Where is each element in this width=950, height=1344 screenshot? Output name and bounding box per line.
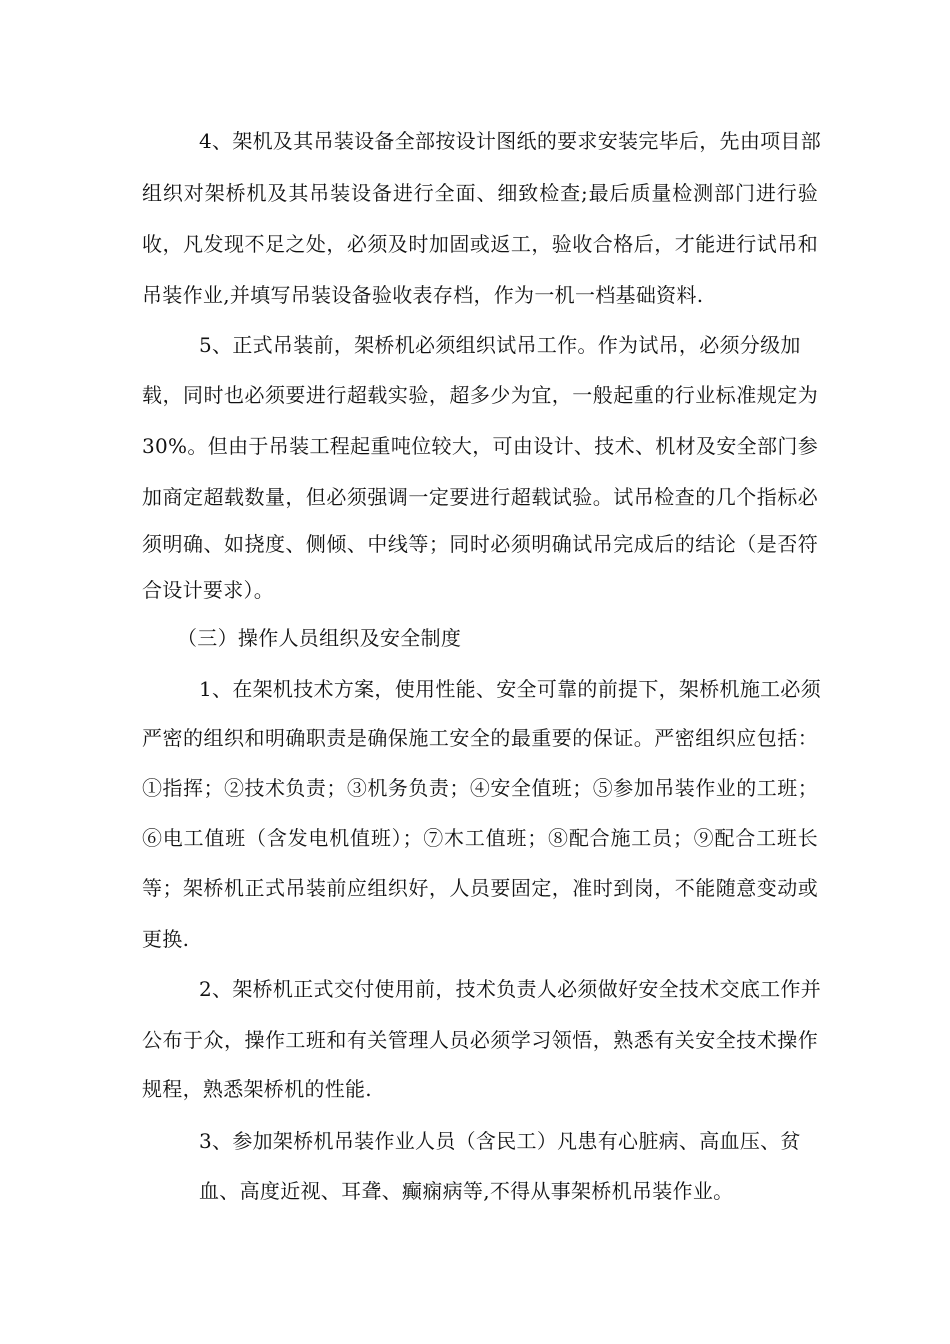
section-3-paragraph-1-line-1: 1、在架机技术方案，使用性能、安全可靠的前提下，架桥机施工必须: [199, 677, 822, 701]
section-3-paragraph-1-line-5: 等；架桥机正式吊装前应组织好，人员要固定，准时到岗，不能随意变动或: [142, 876, 818, 900]
paragraph-5-line-2: 载，同时也必须要进行超载实验，超多少为宜，一般起重的行业标准规定为: [142, 383, 818, 407]
paragraph-5-line-5: 须明确、如挠度、侧倾、中线等；同时必须明确试吊完成后的结论（是否符: [142, 532, 818, 556]
section-3-paragraph-3-line-1: 3、参加架桥机吊装作业人员（含民工）凡患有心脏病、高血压、贫: [199, 1129, 801, 1153]
section-3-paragraph-1-line-3: ①指挥；②技术负责；③机务负责；④安全值班；⑤参加吊装作业的工班；: [142, 776, 818, 800]
paragraph-4-line-3: 收，凡发现不足之处，必须及时加固或返工，验收合格后，才能进行试吊和: [142, 232, 818, 256]
section-3-paragraph-1-line-4: ⑥电工值班（含发电机值班）；⑦木工值班；⑧配合施工员；⑨配合工班长: [142, 826, 818, 850]
section-3-paragraph-1-line-6: 更换.: [142, 927, 190, 951]
section-3-paragraph-2-line-2: 公布于众，操作工班和有关管理人员必须学习领悟，熟悉有关安全技术操作: [142, 1028, 818, 1052]
paragraph-4-line-1: 4、架机及其吊装设备全部按设计图纸的要求安装完毕后，先由项目部: [199, 129, 822, 153]
paragraph-5-line-3: 30%。但由于吊装工程起重吨位较大，可由设计、技术、机材及安全部门参: [142, 434, 818, 458]
section-heading-3: （三）操作人员组织及安全制度: [177, 626, 462, 650]
paragraph-5-line-4: 加商定超载数量，但必须强调一定要进行超载试验。试吊检查的几个指标必: [142, 485, 818, 509]
paragraph-4-line-4: 吊装作业,并填写吊装设备验收表存档，作为一机一档基础资料.: [142, 283, 704, 307]
section-3-paragraph-3-line-2: 血、高度近视、耳聋、癫痫病等,不得从事架桥机吊装作业。: [199, 1179, 734, 1203]
paragraph-4-line-2: 组织对架桥机及其吊装设备进行全面、细致检查;最后质量检测部门进行验: [142, 181, 818, 205]
paragraph-5-line-6: 合设计要求）。: [142, 578, 275, 602]
section-3-paragraph-1-line-2: 严密的组织和明确职责是确保施工安全的最重要的保证。严密组织应包括：: [142, 726, 818, 750]
paragraph-5-line-1: 5、正式吊装前，架桥机必须组织试吊工作。作为试吊，必须分级加: [199, 333, 801, 357]
section-3-paragraph-2-line-3: 规程，熟悉架桥机的性能.: [142, 1077, 372, 1101]
section-3-paragraph-2-line-1: 2、架桥机正式交付使用前，技术负责人必须做好安全技术交底工作并: [199, 977, 822, 1001]
